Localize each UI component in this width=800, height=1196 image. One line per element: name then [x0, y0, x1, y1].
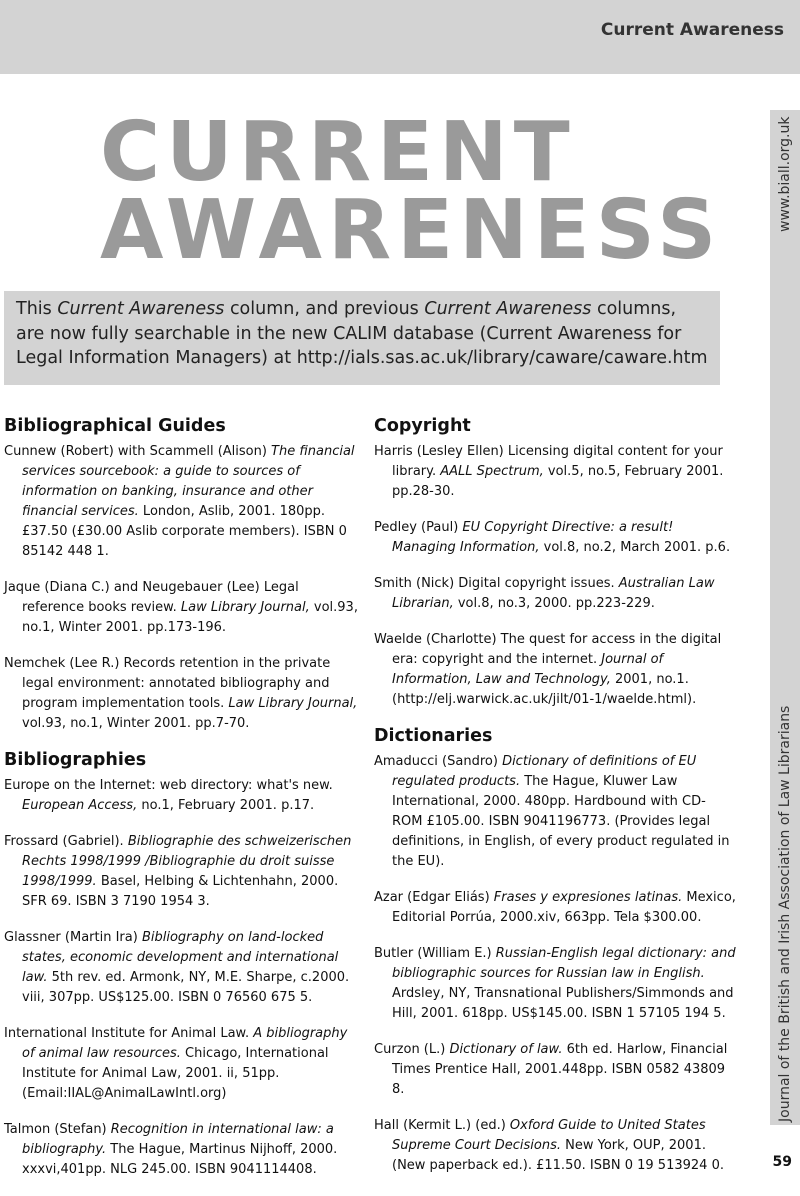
citation-entry: Hall (Kermit L.) (ed.) Oxford Guide to United States Supreme Court Decisions. New York, OUP, 2001. (New paperback ed.). £11.50. ISBN 0 19 513924 0.	[374, 1118, 724, 1173]
citation-entry: Harris (Lesley Ellen) Licensing digital content for your library. AALL Spectrum, vol.5, no.5, February 2001. pp.28-30.	[374, 444, 724, 499]
title-line-1: CURRENT	[100, 105, 576, 200]
citation-entry: Smith (Nick) Digital copyright issues. Australian Law Librarian, vol.8, no.3, 2000. pp.223-229.	[374, 576, 715, 611]
section-heading: Copyright	[374, 416, 471, 436]
section-heading: Dictionaries	[374, 726, 493, 746]
citation-entry: Pedley (Paul) EU Copyright Directive: a result! Managing Information, vol.8, no.2, March 2001. p.6.	[374, 520, 731, 555]
citation-entry: International Institute for Animal Law. A bibliography of animal law resources. Chicago, International Institute for Animal Law, 2001. ii, 51pp. (Email:IIAL@AnimalLawIntl.org)	[4, 1026, 348, 1101]
citation-entry: Curzon (L.) Dictionary of law. 6th ed. Harlow, Financial Times Prentice Hall, 2001.448pp. ISBN 0582 43809 8.	[374, 1042, 728, 1097]
citation-entry: Glassner (Martin Ira) Bibliography on land-locked states, economic development and international law. 5th rev. ed. Armonk, NY, M.E. Sharpe, c.2000. viii, 307pp. US$125.00. ISBN 0 76560 675 5.	[4, 930, 350, 1005]
right-column	[374, 412, 736, 1192]
header-bar	[0, 0, 800, 74]
page-number: 59	[772, 1154, 792, 1170]
citation-entry: Europe on the Internet: web directory: what's new. European Access, no.1, February 2001. p.17.	[4, 778, 333, 813]
citation-entry: Amaducci (Sandro) Dictionary of definitions of EU regulated products. The Hague, Kluwer Law International, 2000. 480pp. Hardbound with CD-ROM £105.00. ISBN 9041196773. (Provides legal definitions, in English, of every product regulated in the EU).	[374, 754, 730, 869]
left-column	[4, 412, 359, 1196]
citation-entry: Butler (William E.) Russian-English legal dictionary: and bibliographic sources for Russian law in English. Ardsley, NY, Transnational Publishers/Simmonds and Hill, 2001. 618pp. US$145.00. ISBN 1 57105 194 5.	[374, 946, 736, 1021]
intro-box	[4, 291, 720, 385]
sidebar-url: www.biall.org.uk	[777, 116, 793, 232]
section-heading: Bibliographies	[4, 750, 147, 770]
section-label: Current Awareness	[600, 20, 784, 40]
citation-entry: Azar (Edgar Eliás) Frases y expresiones latinas. Mexico, Editorial Porrúa, 2000.xiv, 663pp. Tela $300.00.	[374, 890, 736, 925]
title-line-2: AWARENESS	[100, 183, 723, 278]
citation-entry: Nemchek (Lee R.) Records retention in the private legal environment: annotated bibliography and program implementation tools. Law Library Journal, vol.93, no.1, Winter 2001. pp.7-70.	[4, 656, 358, 731]
citation-entry: Jaque (Diana C.) and Neugebauer (Lee) Legal reference books review. Law Library Journal, vol.93, no.1, Winter 2001. pp.173-196.	[4, 580, 358, 635]
section-heading: Bibliographical Guides	[4, 416, 226, 436]
citation-entry: Talmon (Stefan) Recognition in international law: a bibliography. The Hague, Martinus Nijhoff, 2000. xxxvi,401pp. NLG 245.00. ISBN 9041114408.	[4, 1122, 338, 1177]
sidebar-journal-name: Journal of the British and Irish Association of Law Librarians	[777, 705, 793, 1122]
citation-entry: Frossard (Gabriel). Bibliographie des schweizerischen Rechts 1998/1999 /Bibliographie du droit suisse 1998/1999. Basel, Helbing & Lichtenhahn, 2000. SFR 69. ISBN 3 7190 1954 3.	[4, 834, 352, 909]
citation-entry: Cunnew (Robert) with Scammell (Alison) The financial services sourcebook: a guide to sources of information on banking, insurance and other financial services. London, Aslib, 2001. 180pp. £37.50 (£30.00 Aslib corporate members). ISBN 0 85142 448 1.	[4, 444, 355, 559]
citation-entry: Waelde (Charlotte) The quest for access in the digital era: copyright and the internet. Journal of Information, Law and Technology, 2001, no.1.(http://elj.warwick.ac.uk/jilt/01-1/waelde.html).	[374, 632, 722, 707]
intro-text: This Current Awareness column, and previous Current Awareness columns, are now fully searchable in the new CALIM database (Current Awareness for Legal Information Managers) at http://ials.sas.ac.uk/library/caware/caware.htm	[16, 299, 708, 368]
